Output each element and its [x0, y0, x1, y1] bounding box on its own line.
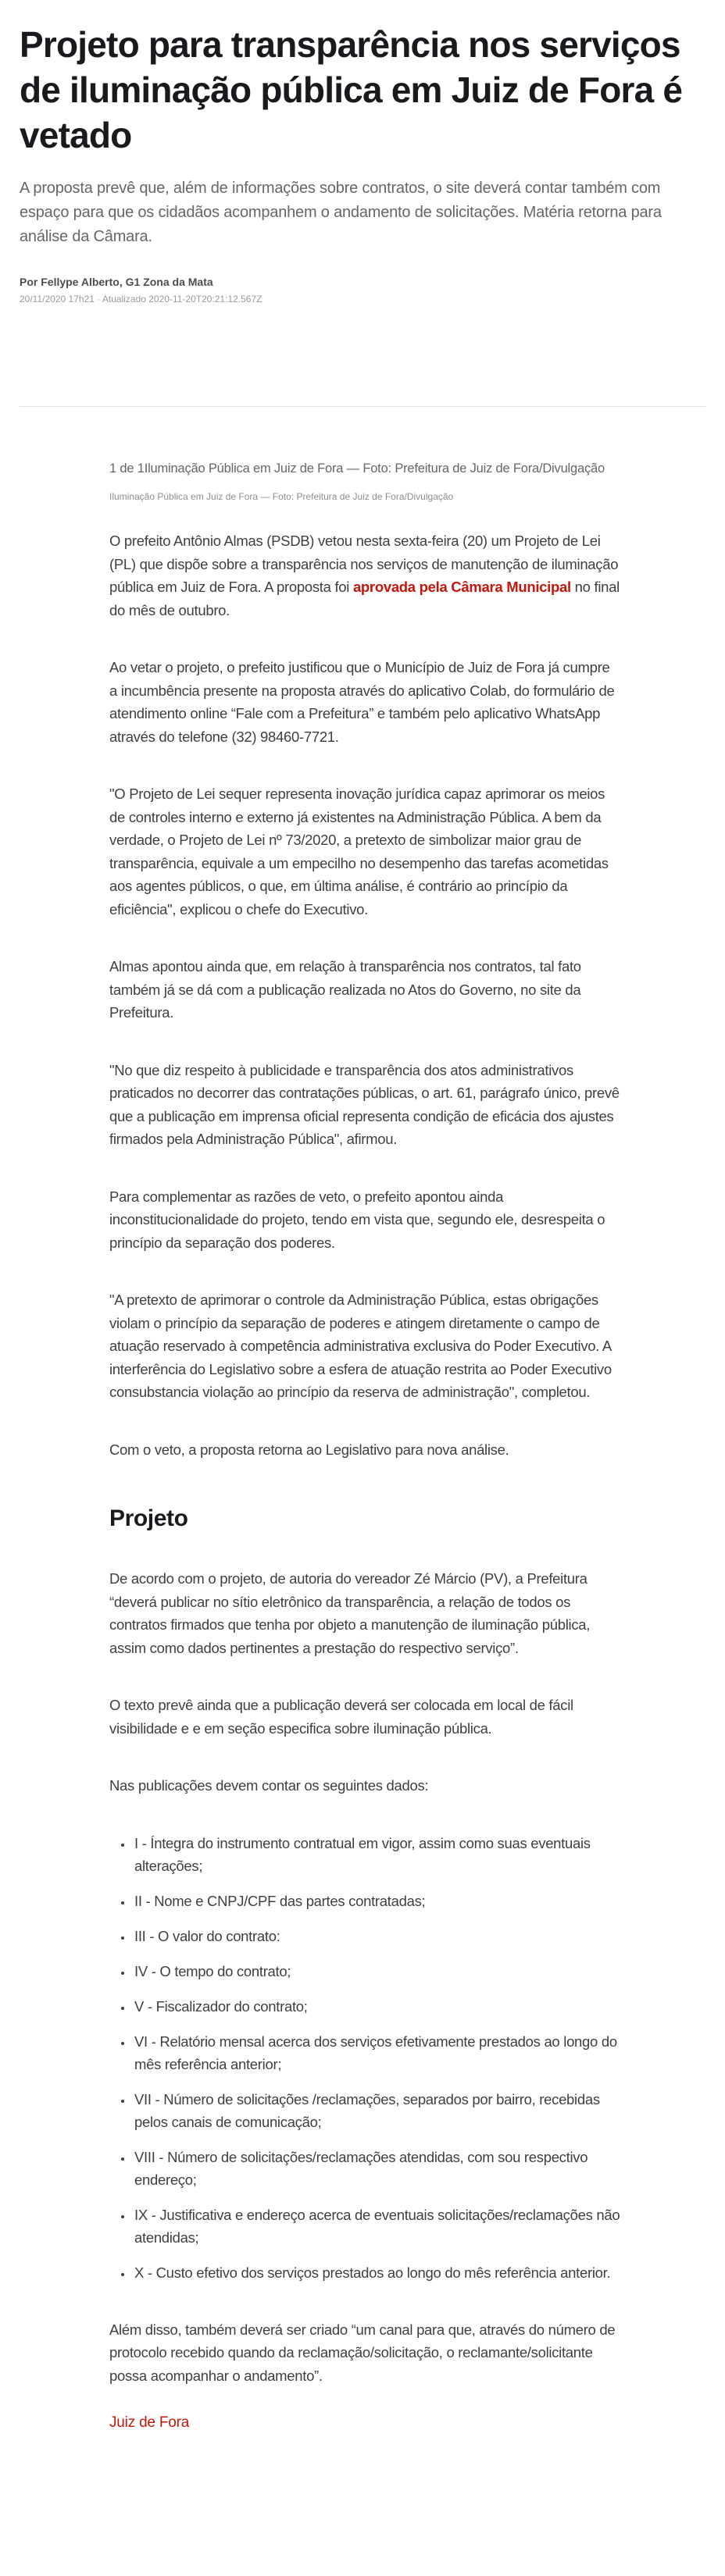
list-item: • IV - O tempo do contrato;	[133, 1960, 621, 1983]
article-paragraph: Almas apontou ainda que, em relação à transparência nos contratos, tal fato também já se dá com a publicação realizada no Atos do Governo, no site da Prefeitura.	[109, 958, 581, 1021]
list-item: • IX - Justificativa e endereço acerca de eventuais solicitações/reclamações não atendidas;	[133, 2204, 621, 2249]
paragraph-text: no final do mês de outubro.	[109, 579, 620, 618]
article-paragraph: De acordo com o projeto, de autoria do vereador Zé Márcio (PV), a Prefeitura “deverá publicar no sítio eletrônico da transparência, a relação de todos os contratos firmados que tenha por objeto a manutenção de iluminação pública, assim como dados pertinentes a prestação do respectivo serviço”.	[109, 1570, 591, 1656]
list-item: • II - Nome e CNPJ/CPF das partes contratadas;	[133, 1890, 621, 1912]
gallery-caption-text: Iluminação Pública em Juiz de Fora — Foto: Prefeitura de Juiz de Fora/Divulgação	[144, 461, 605, 476]
article-paragraph: O texto prevê ainda que a publicação deverá ser colocada em local de fácil visibilidade e e em seção especifica sobre iluminação pública.	[109, 1697, 573, 1737]
list-item: • VIII - Número de solicitações/reclamações atendidas, com sou respectivo endereço;	[133, 2146, 621, 2191]
list-item: • VII - Número de solicitações /reclamações, separados por bairro, recebidas pelos canais de comunicação;	[133, 2088, 621, 2133]
article-paragraph: "O Projeto de Lei sequer representa inovação jurídica capaz aprimorar os meios de controles interno e externo já existentes na Administração Pública. A bem da verdade, o Projeto de Lei nº 73/2020, a pretexto de simbolizar maior grau de transparência, equivale a um empecilho no desempenho das tarefas acometidas aos agentes públicos, o que, em última análise, é contrário ao princípio da eficiência", explicou o chefe do Executivo.	[109, 786, 609, 917]
list-item: • I - Íntegra do instrumento contratual em vigor, assim como suas eventuais alterações;	[133, 1832, 621, 1877]
section-heading: Projeto	[109, 1505, 188, 1531]
list-item: • X - Custo efetivo dos serviços prestados ao longo do mês referência anterior.	[133, 2261, 621, 2284]
article-body	[109, 458, 621, 2432]
list-item: • III - O valor do contrato:	[133, 1925, 621, 1947]
article-paragraph: Para complementar as razões de veto, o prefeito apontou ainda inconstitucionalidade do projeto, tendo em vista que, segundo ele, desrespeita o princípio da separação dos poderes.	[109, 1188, 605, 1251]
article-paragraph: "No que diz respeito à publicidade e transparência dos atos administrativos praticados no decorrer das contratações públicas, o art. 61, parágrafo único, prevê que a publicação em imprensa oficial representa condição de eficácia dos ajustes firmados pela Administração Pública", afirmou.	[109, 1061, 620, 1147]
article-paragraph: Com o veto, a proposta retorna ao Legislativo para nova análise.	[109, 1441, 509, 1458]
photo-caption-small: Iluminação Pública em Juiz de Fora — Foto: Prefeitura de Juiz de Fora/Divulgação	[109, 491, 454, 502]
byline: Por Fellype Alberto, G1 Zona da Mata	[20, 276, 213, 288]
gallery-caption	[109, 458, 621, 479]
requirements-list	[109, 1832, 621, 2284]
list-item: • VI - Relatório mensal acerca dos serviços efetivamente prestados ao longo do mês referência anterior;	[133, 2030, 621, 2075]
tag-link-juiz-de-fora[interactable]: Juiz de Fora	[109, 2414, 190, 2431]
section-divider	[20, 406, 705, 407]
headline: Projeto para transparência nos serviços de iluminação pública em Juiz de Fora é vetado	[20, 24, 683, 155]
article-paragraph: Ao vetar o projeto, o prefeito justificou que o Município de Juiz de Fora já cumpre a incumbência presente na proposta através do aplicativo Colab, do formulário de atendimento online “Fale com a Prefeitura” e também pelo aplicativo WhatsApp através do telefone (32) 98460-7721.	[109, 659, 615, 745]
article-paragraph: Nas publicações devem contar os seguintes dados:	[109, 1777, 429, 1794]
closing-paragraph: Além disso, também deverá ser criado “um canal para que, através do número de protocolo recebido quando da reclamação/solicitação, o reclamante/solicitante possa acompanhar o andamento”.	[109, 2321, 616, 2384]
camara-approval-link[interactable]: aprovada pela Câmara Municipal	[352, 579, 571, 595]
article-header	[20, 22, 705, 305]
dateline: 20/11/2020 17h21 · Atualizado 2020-11-20T20:21:12.567Z	[20, 294, 262, 305]
article-paragraph	[109, 529, 621, 622]
article-paragraph: "A pretexto de aprimorar o controle da Administração Pública, estas obrigações violam o princípio da separação de poderes e atingem diretamente o campo de atuação reservado à competência administrativa exclusiva do Poder Executivo. A interferência do Legislativo sobre a esfera de atuação restrita ao Poder Executivo consubstancia violação ao princípio da reserva de administração", completou.	[109, 1292, 612, 1400]
list-item: • V - Fiscalizador do contrato;	[133, 1995, 621, 2018]
gallery-counter: 1 de 1	[109, 461, 145, 476]
paragraph-text: O prefeito Antônio Almas (PSDB) vetou nesta sexta-feira (20) um Projeto de Lei (PL) que dispõe sobre a transparência nos serviços de manutenção de iluminação pública em Juiz de Fora. A proposta foi	[109, 533, 619, 595]
subtitle: A proposta prevê que, além de informações sobre contratos, o site deverá contar também com espaço para que os cidadãos acompanhem o andamento de solicitações. Matéria retorna para análise da Câmara.	[20, 180, 662, 245]
